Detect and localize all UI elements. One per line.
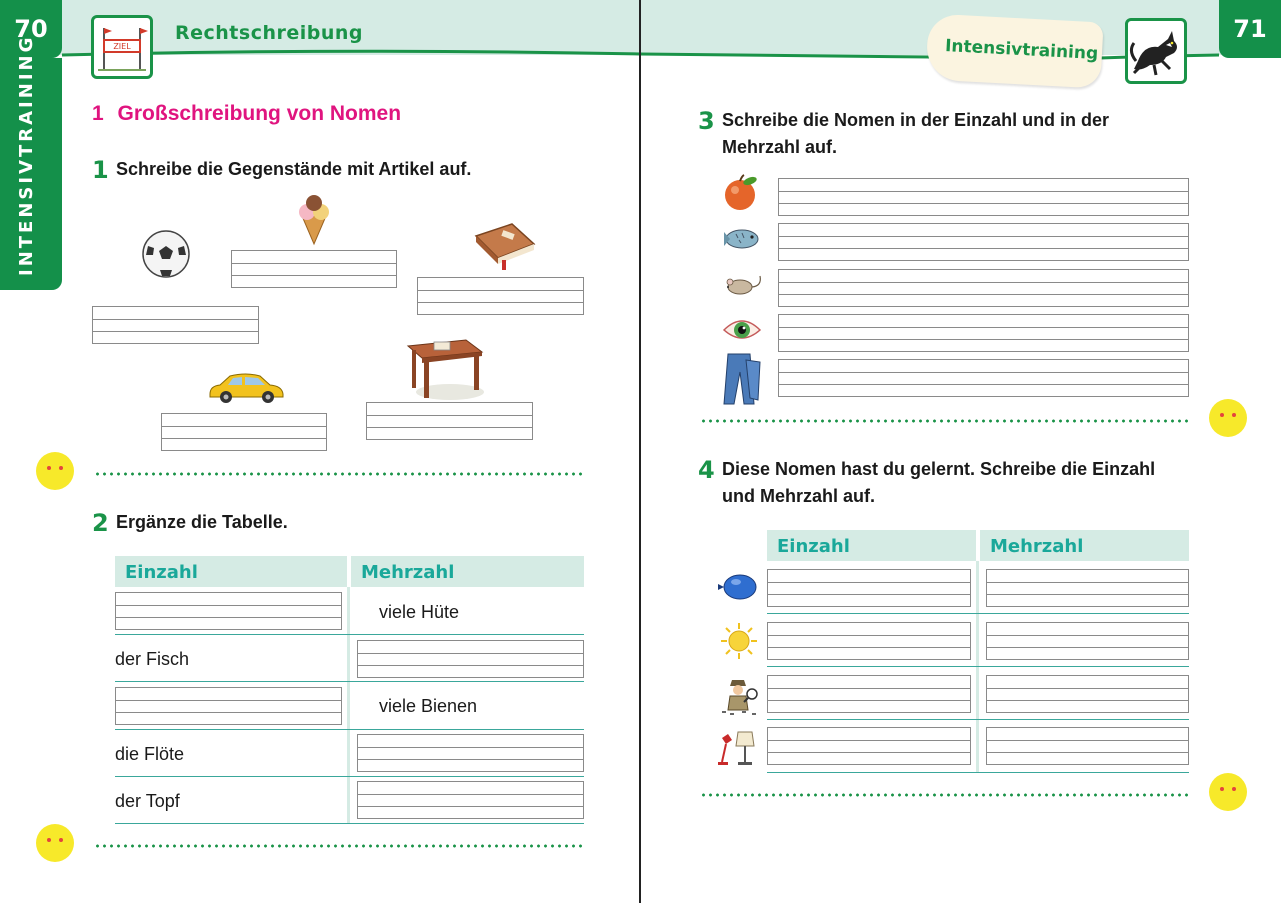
task4-number: 4	[698, 456, 715, 484]
answer-lines-ball[interactable]	[92, 306, 259, 344]
sun-icon	[720, 622, 758, 660]
book-icon	[472, 218, 536, 270]
answer-lines-book[interactable]	[417, 277, 584, 315]
answer-lines-trousers[interactable]	[778, 359, 1189, 397]
table4-answer-singular-4[interactable]	[767, 727, 971, 765]
table4-answer-singular-1[interactable]	[767, 569, 971, 607]
dotted-separator	[700, 793, 1190, 797]
speech-bubble-text: Intensivtraining	[944, 36, 1099, 64]
task2-number: 2	[92, 509, 109, 537]
dotted-separator	[700, 419, 1190, 423]
dotted-separator	[94, 472, 584, 476]
task3-instruction-line1: Schreibe die Nomen in der Einzahl und in der	[722, 110, 1110, 130]
finish-banner-icon	[94, 18, 150, 76]
table4-answer-plural-3[interactable]	[986, 675, 1189, 713]
table-row-line	[115, 823, 584, 824]
task4-instruction-line1: Diese Nomen hast du gelernt. Schreibe die Einzahl	[722, 459, 1156, 479]
trousers-icon	[720, 352, 764, 406]
chapter-title: Rechtschreibung	[175, 22, 364, 44]
table-cell-plural-1: viele Hüte	[379, 602, 460, 622]
mouse-icon	[722, 270, 764, 298]
finish-banner-text: ZIEL	[113, 42, 131, 51]
table-answer-plural-2[interactable]	[357, 640, 584, 678]
table-icon	[404, 336, 486, 402]
answer-lines-mouse[interactable]	[778, 269, 1189, 307]
apple-icon	[722, 174, 762, 212]
table4-answer-singular-2[interactable]	[767, 622, 971, 660]
side-tab-label: INTENSIVTRAINING	[16, 34, 37, 276]
book-spine	[639, 0, 641, 903]
ice-cream-icon	[294, 192, 334, 246]
table-row-line	[115, 681, 584, 682]
task1-number: 1	[92, 156, 109, 184]
dotted-separator	[94, 844, 584, 848]
cat-mascot-icon	[1128, 21, 1184, 81]
table-cell-plural-3: viele Bienen	[379, 696, 478, 716]
eye-icon	[722, 314, 762, 346]
taxi-icon	[206, 370, 286, 404]
answer-lines-ice-cream[interactable]	[231, 250, 397, 288]
table4-answer-singular-3[interactable]	[767, 675, 971, 713]
smiley-icon[interactable]	[1209, 399, 1247, 437]
task3-instruction	[722, 107, 1109, 161]
table-row-line	[115, 776, 584, 777]
table-row-line	[115, 729, 584, 730]
table-cell-singular-5: der Topf	[115, 791, 180, 811]
table-header-plural: Mehrzahl	[351, 556, 584, 587]
answer-lines-fish[interactable]	[778, 223, 1189, 261]
section-heading	[92, 102, 401, 126]
table4-row-line	[767, 719, 1189, 720]
lamp-icon	[716, 728, 760, 768]
table4-header-plural: Mehrzahl	[980, 530, 1189, 561]
task4-instruction-line2: und Mehrzahl auf.	[722, 486, 875, 506]
table-header-singular: Einzahl	[115, 556, 347, 587]
ball-icon	[140, 228, 192, 280]
task3-number: 3	[698, 107, 715, 135]
answer-lines-table[interactable]	[366, 402, 533, 440]
section-title: Großschreibung von Nomen	[117, 102, 402, 125]
table4-answer-plural-4[interactable]	[986, 727, 1189, 765]
answer-lines-taxi[interactable]	[161, 413, 327, 451]
task1-instruction: Schreibe die Gegenstände mit Artikel auf.	[116, 159, 472, 179]
table-answer-singular-1[interactable]	[115, 592, 342, 630]
smiley-icon[interactable]	[36, 452, 74, 490]
smiley-icon[interactable]	[1209, 773, 1247, 811]
table-answer-plural-4[interactable]	[357, 734, 584, 772]
table4-row-line	[767, 666, 1189, 667]
smiley-icon[interactable]	[36, 824, 74, 862]
answer-lines-eye[interactable]	[778, 314, 1189, 352]
page-number-right: 71	[1219, 0, 1281, 58]
table4-answer-plural-2[interactable]	[986, 622, 1189, 660]
table4-answer-plural-1[interactable]	[986, 569, 1189, 607]
mascot-box	[1125, 18, 1187, 84]
table-row-line	[115, 634, 584, 635]
page-number-left: 70	[0, 0, 62, 58]
task2-instruction: Ergänze die Tabelle.	[116, 512, 288, 532]
answer-lines-apple[interactable]	[778, 178, 1189, 216]
table4-row-line	[767, 613, 1189, 614]
section-number: 1	[92, 102, 104, 125]
task3-instruction-line2: Mehrzahl auf.	[722, 137, 838, 157]
chapter-logo	[91, 15, 153, 79]
table4-row-line	[767, 772, 1189, 773]
table-answer-plural-5[interactable]	[357, 781, 584, 819]
table-cell-singular-2: der Fisch	[115, 649, 190, 669]
table4-header-singular: Einzahl	[767, 530, 976, 561]
table-cell-singular-4: die Flöte	[115, 744, 185, 764]
table-answer-singular-3[interactable]	[115, 687, 342, 725]
detective-icon	[718, 672, 764, 716]
balloon-icon	[716, 572, 758, 604]
task4-instruction	[722, 456, 1155, 510]
fish-icon	[720, 224, 764, 254]
table-column-divider	[347, 587, 350, 823]
